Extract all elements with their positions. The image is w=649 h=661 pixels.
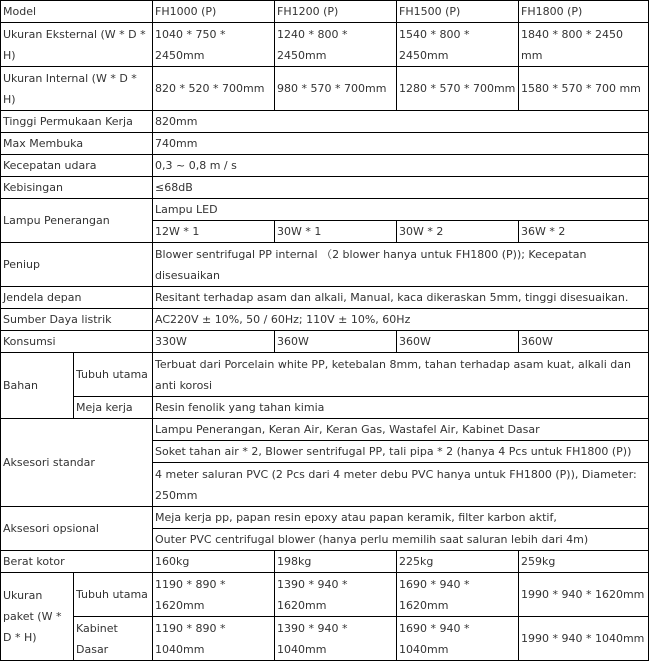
package-main-body-value: 1190 * 890 * 1620mm [153, 573, 275, 617]
lighting-power: 30W * 2 [397, 221, 519, 243]
material-label: Bahan [1, 353, 74, 419]
package-main-body-value: 1390 * 940 * 1620mm [275, 573, 397, 617]
lighting-type: Lampu LED [153, 199, 649, 221]
package-main-body-value: 1990 * 940 * 1620mm [519, 573, 649, 617]
package-base-cabinet-value: 1390 * 940 * 1040mm [275, 617, 397, 661]
row-max-opening [1, 133, 649, 155]
row-package-base-cabinet [1, 617, 649, 661]
gross-weight-label: Berat kotor [1, 551, 153, 573]
air-speed-label: Kecepatan udara [1, 155, 153, 177]
model-fh1200: FH1200 (P) [275, 1, 397, 23]
lighting-power: 30W * 1 [275, 221, 397, 243]
internal-size-value: 980 * 570 * 700mm [275, 67, 397, 111]
row-noise [1, 177, 649, 199]
external-size-value: 1540 * 800 * 2450mm [397, 23, 519, 67]
standard-accessories-line: Soket tahan air * 2, Blower sentrifugal PP, tali pipa * 2 (hanya 4 Pcs untuk FH1800 (P)) [153, 441, 649, 463]
row-lighting-type [1, 199, 649, 221]
internal-size-value: 1280 * 570 * 700mm [397, 67, 519, 111]
gross-weight-value: 160kg [153, 551, 275, 573]
model-fh1000: FH1000 (P) [153, 1, 275, 23]
package-base-cabinet-value: 1690 * 940 * 1040mm [397, 617, 519, 661]
standard-accessories-line: 4 meter saluran PVC (2 Pcs dari 4 meter debu PVC hanya untuk FH1800 (P)), Diameter: 250mm [153, 463, 649, 507]
internal-size-value: 1580 * 570 * 700 mm [519, 67, 649, 111]
front-window-label: Jendela depan [1, 287, 153, 309]
consumption-value: 360W [275, 331, 397, 353]
max-opening-label: Max Membuka [1, 133, 153, 155]
external-size-label: Ukuran Eksternal (W * D * H) [1, 23, 153, 67]
row-package-main-body [1, 573, 649, 617]
row-model [1, 1, 649, 23]
gross-weight-value: 259kg [519, 551, 649, 573]
row-front-window [1, 287, 649, 309]
row-gross-weight [1, 551, 649, 573]
row-power-source [1, 309, 649, 331]
noise-value: ≤68dB [153, 177, 649, 199]
consumption-value: 330W [153, 331, 275, 353]
air-speed-value: 0,3 ~ 0,8 m / s [153, 155, 649, 177]
blower-label: Peniup [1, 243, 153, 287]
gross-weight-value: 225kg [397, 551, 519, 573]
standard-accessories-label: Aksesori standar [1, 419, 153, 507]
package-base-cabinet-value: 1990 * 940 * 1040mm [519, 617, 649, 661]
optional-accessories-line: Meja kerja pp, papan resin epoxy atau papan keramik, filter karbon aktif, [153, 507, 649, 529]
row-material-main-body [1, 353, 649, 397]
lighting-power: 36W * 2 [519, 221, 649, 243]
package-base-cabinet-label: Kabinet Dasar [74, 617, 153, 661]
noise-label: Kebisingan [1, 177, 153, 199]
external-size-value: 1840 * 800 * 2450 mm [519, 23, 649, 67]
model-fh1500: FH1500 (P) [397, 1, 519, 23]
external-size-value: 1040 * 750 * 2450mm [153, 23, 275, 67]
material-worktable-label: Meja kerja [74, 397, 153, 419]
consumption-label: Konsumsi [1, 331, 153, 353]
optional-accessories-line: Outer PVC centrifugal blower (hanya perlu memilih saat saluran lebih dari 4m) [153, 529, 649, 551]
power-source-label: Sumber Daya listrik [1, 309, 153, 331]
package-main-body-value: 1690 * 940 * 1620mm [397, 573, 519, 617]
material-worktable-value: Resin fenolik yang tahan kimia [153, 397, 649, 419]
row-air-speed [1, 155, 649, 177]
row-internal-size [1, 67, 649, 111]
consumption-value: 360W [397, 331, 519, 353]
row-consumption [1, 331, 649, 353]
internal-size-label: Ukuran Internal (W * D * H) [1, 67, 153, 111]
blower-value: Blower sentrifugal PP internal （2 blower hanya untuk FH1800 (P)); Kecepatan disesuaikan [153, 243, 649, 287]
work-height-value: 820mm [153, 111, 649, 133]
row-work-height [1, 111, 649, 133]
standard-accessories-line: Lampu Penerangan, Keran Air, Keran Gas, Wastafel Air, Kabinet Dasar [153, 419, 649, 441]
lighting-label: Lampu Penerangan [1, 199, 153, 243]
row-optional-accessories-1 [1, 507, 649, 529]
power-source-value: AC220V ± 10%, 50 / 60Hz; 110V ± 10%, 60Hz [153, 309, 649, 331]
material-main-body-value: Terbuat dari Porcelain white PP, ketebalan 8mm, tahan terhadap asam kuat, alkali dan anti korosi [153, 353, 649, 397]
model-fh1800: FH1800 (P) [519, 1, 649, 23]
row-material-worktable [1, 397, 649, 419]
lighting-power: 12W * 1 [153, 221, 275, 243]
row-external-size [1, 23, 649, 67]
package-base-cabinet-value: 1190 * 890 * 1040mm [153, 617, 275, 661]
material-main-body-label: Tubuh utama [74, 353, 153, 397]
internal-size-value: 820 * 520 * 700mm [153, 67, 275, 111]
package-main-body-label: Tubuh utama [74, 573, 153, 617]
consumption-value: 360W [519, 331, 649, 353]
front-window-value: Resitant terhadap asam dan alkali, Manual, kaca dikeraskan 5mm, tinggi disesuaikan. [153, 287, 649, 309]
row-standard-accessories-1 [1, 419, 649, 441]
external-size-value: 1240 * 800 * 2450mm [275, 23, 397, 67]
package-size-label: Ukuran paket (W * D * H) [1, 573, 74, 661]
optional-accessories-label: Aksesori opsional [1, 507, 153, 551]
work-height-label: Tinggi Permukaan Kerja [1, 111, 153, 133]
row-blower [1, 243, 649, 287]
max-opening-value: 740mm [153, 133, 649, 155]
gross-weight-value: 198kg [275, 551, 397, 573]
model-label: Model [1, 1, 153, 23]
